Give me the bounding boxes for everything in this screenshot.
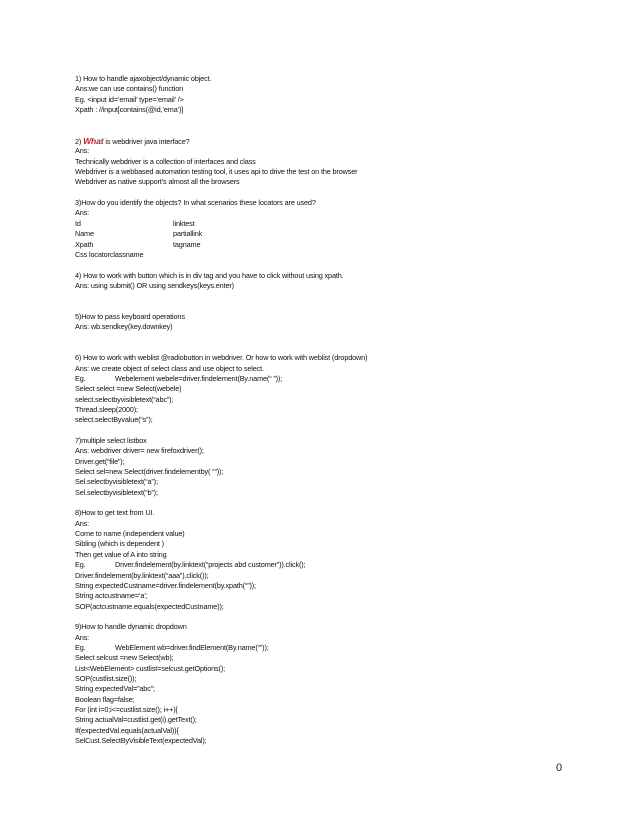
q2-line: Webdriver as native support’s almost all the browsers [75, 177, 240, 187]
locator-name: Name [75, 229, 94, 239]
code-text: Driver.findelement(by.linktext(“projects abd customer”)).click(); [115, 560, 306, 570]
q6-line: Thread.sleep(2000); [75, 405, 138, 414]
q9-line: String actualVal=custlist.get(i).getText(); [75, 715, 197, 725]
q2-line: Webdriver is a webbased automation testing tool, it uses api to drive the test on the browser [75, 167, 358, 177]
q7-line: Driver.get(“file”); [75, 456, 125, 466]
q6-line: Ans: we create object of select class and use object to select. [75, 363, 264, 373]
q2-emphasis: What [83, 136, 104, 147]
q8-line: Ans: [75, 518, 90, 528]
q2-prefix: 2) [75, 137, 84, 147]
document-page [75, 74, 575, 746]
q9-title: 9)How to handle dynamic dropdown [75, 622, 187, 632]
q6-line: select.selectbyvisibletext(“abc”); [75, 394, 174, 404]
q2-title [75, 136, 575, 146]
q8-line: Then get value of A into string [75, 549, 167, 559]
page-number: 0 [556, 762, 563, 774]
q4-title: 4) How to work with button which is in div tag and you have to click without using xpath. [75, 270, 344, 280]
q6-line: select.selectByvalue(“s”); [75, 415, 153, 425]
q9-line: List<WebElement> custlist=selcust.getOptions(); [75, 663, 225, 673]
q7-line: Ans: webdriver driver= new firefoxdriver(); [75, 446, 204, 456]
q9-line: Select selcust =new Select(wb); [75, 653, 174, 663]
q9-line: SelCust.SelectByVisibleText(expectedVal); [75, 736, 207, 745]
q7-line: Sel.selectbyvisibletext(“b”); [75, 487, 158, 497]
q7-title: 7)multiple select listbox [75, 436, 147, 446]
q1-line: Xpath : //input[contains(@id,’ema’)] [75, 105, 184, 115]
q9-line: Ans: [75, 632, 90, 642]
q9-line: For (int i=0;i<=custlist.size(); i++){ [75, 704, 178, 714]
locator-name: tagname [173, 239, 201, 249]
example-label: Eg. [75, 642, 86, 652]
q2-line: Technically webdriver is a collection of interfaces and class [75, 156, 256, 166]
q3-line: Ans: [75, 208, 90, 218]
q5-line: Ans: wb.sendkey(key.downkey) [75, 322, 173, 332]
q3-line: Css locatorclassname [75, 249, 144, 259]
q9-line: Boolean flag=false; [75, 694, 135, 704]
q7-line: Select sel=new Select(driver.findelementby( “”)); [75, 467, 224, 477]
q5-title: 5)How to pass keyboard operations [75, 311, 185, 321]
q8-line: Driver.findelement(by.linktext(“aaa”).click()); [75, 570, 209, 580]
q2-rest: is webdriver java interface? [103, 137, 190, 147]
locator-name: Id [75, 218, 81, 228]
q9-line: If(expectedVal.equals(actualVal)){ [75, 725, 179, 735]
q8-line: Come to name (independent value) [75, 529, 185, 539]
locator-name: linktest [173, 218, 195, 228]
q8-title: 8)How to get text from UI. [75, 508, 155, 518]
q6-title: 6) How to work with weblist @radiobutton in webdriver. Or how to work with weblist (dropdown) [75, 353, 368, 363]
code-text: Webelement webele=driver.findelement(By.name(“ ”)); [115, 373, 283, 383]
q1-line: Eg. <input id=‘email’ type=‘email’ /> [75, 94, 184, 104]
q1-line: Ans:we can use contains() function [75, 84, 184, 94]
q6-line [75, 374, 575, 384]
q9-line: SOP(custlist.size()); [75, 673, 137, 683]
q8-line: String expectedCustname=driver.findelement(by.xpath(“”)); [75, 580, 256, 590]
q7-line: Sel.selectbyvisibletext(“a”); [75, 477, 158, 487]
q8-line: Sibling (which is dependent ) [75, 539, 164, 549]
q9-line: String expectedVal=”abc”; [75, 684, 155, 694]
q8-line: String actcustname=‘a’; [75, 591, 148, 601]
example-label: Eg. [75, 373, 86, 383]
example-label: Eg. [75, 560, 86, 570]
q6-line: Select select =new Select(webele) [75, 384, 182, 394]
locator-row [75, 219, 575, 229]
q4-line: Ans: using submit() OR using sendkeys(keys.enter) [75, 280, 234, 290]
locator-row [75, 240, 575, 250]
locator-name: partiallink [173, 229, 203, 239]
q8-line [75, 560, 575, 570]
q2-line: Ans: [75, 146, 90, 156]
q9-line [75, 643, 575, 653]
locator-name: Xpath [75, 239, 94, 249]
q3-title: 3)How do you identify the objects? In what scenarios these locators are used? [75, 198, 316, 208]
q8-line: SOP(actcustname.equals(expectedCustname)); [75, 601, 224, 611]
code-text: WebElement wb=driver.findElement(By.name(“”)); [115, 642, 269, 652]
q1-title: 1) How to handle ajaxobject/dynamic object. [75, 74, 212, 83]
locator-row [75, 229, 575, 239]
